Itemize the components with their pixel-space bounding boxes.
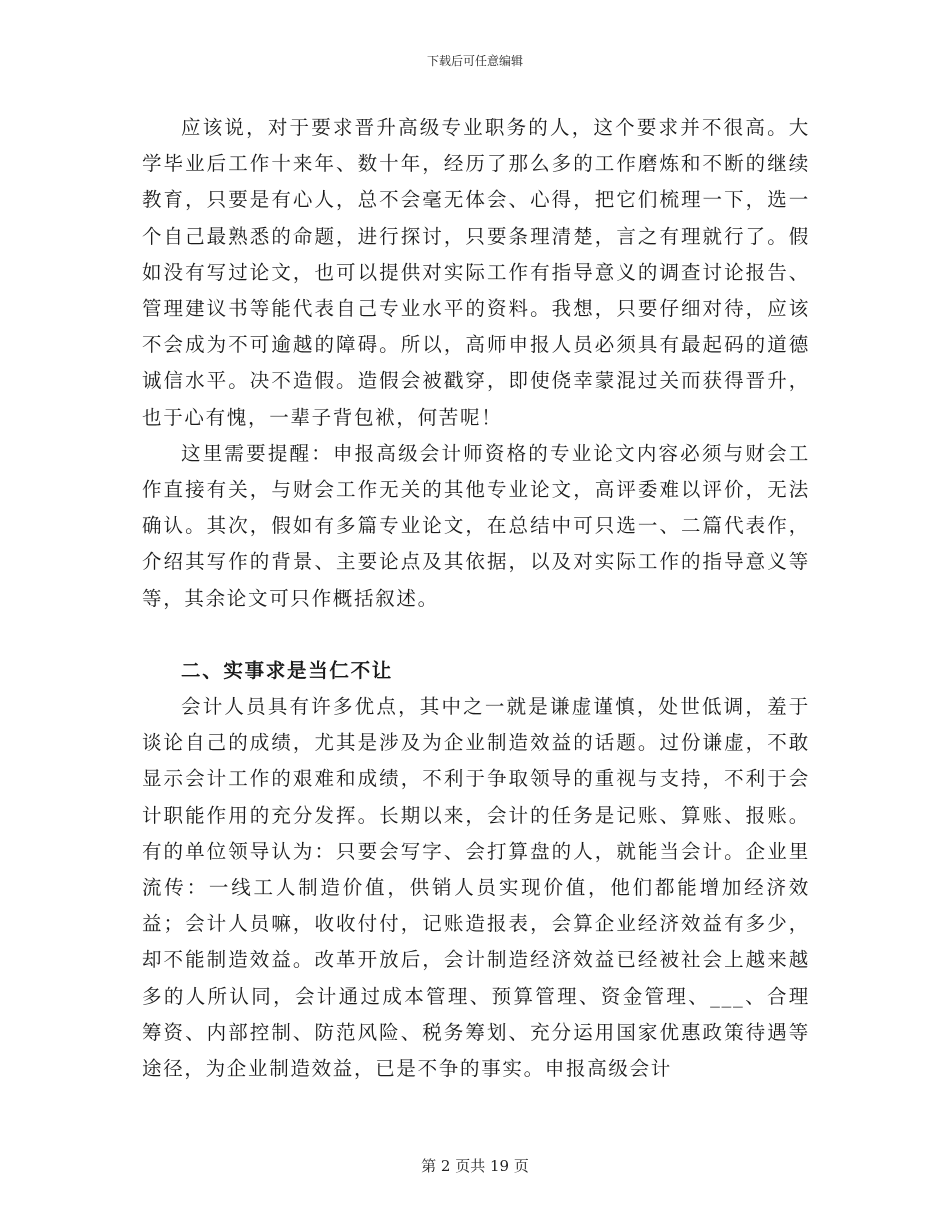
body-paragraph: 这里需要提醒：申报高级会计师资格的专业论文内容必须与财会工作直接有关，与财会工作无关的其他专业论文，高评委难以评价，无法确认。其次，假如有多篇专业论文，在总结中可只选一、二篇代表作，介绍其写作的背景、主要论点及其依据，以及对实际工作的指导意义等等，其余论文可只作概括叙述。 — [142, 441, 810, 610]
page-footer: 第 2 页共 19 页 — [421, 1157, 529, 1175]
document-body — [142, 110, 810, 1087]
paragraph-spacer — [142, 617, 810, 653]
section-heading: 二、实事求是当仁不让 — [181, 658, 394, 682]
page-header: 下载后可任意编辑 — [426, 54, 523, 68]
body-paragraph: 应该说，对于要求晋升高级专业职务的人，这个要求并不很高。大学毕业后工作十来年、数十年，经历了那么多的工作磨炼和不断的继续教育，只要是有心人，总不会毫无体会、心得，把它们梳理一下，选一个自己最熟悉的命题，进行探讨，只要条理清楚，言之有理就行了。假如没有写过论文，也可以提供对实际工作有指导意义的调查讨论报告、管理建议书等能代表自己专业水平的资料。我想，只要仔细对待，应该不会成为不可逾越的障碍。所以，高师申报人员必须具有最起码的道德诚信水平。决不造假。造假会被戳穿，即使侥幸蒙混过关而获得晋升，也于心有愧，一辈子背包袱，何苦呢！ — [142, 116, 810, 429]
body-paragraph: 会计人员具有许多优点，其中之一就是谦虚谨慎，处世低调，羞于谈论自己的成绩，尤其是涉及为企业制造效益的话题。过份谦虚，不敢显示会计工作的艰难和成绩，不利于争取领导的重视与支持，不利于会计职能作用的充分发挥。长期以来，会计的任务是记账、算账、报账。有的单位领导认为：只要会写字、会打算盘的人，就能当会计。企业里流传：一线工人制造价值，供销人员实现价值，他们都能增加经济效益；会计人员嘛，收收付付，记账造报表，会算企业经济效益有多少，却不能制造效益。改革开放后，会计制造经济效益已经被社会上越来越多的人所认同，会计通过成本管理、预算管理、资金管理、___、合理筹资、内部控制、防范风险、税务筹划、充分运用国家优惠政策待遇等途径，为企业制造效益，已是不争的事实。申报高级会计 — [142, 695, 810, 1081]
